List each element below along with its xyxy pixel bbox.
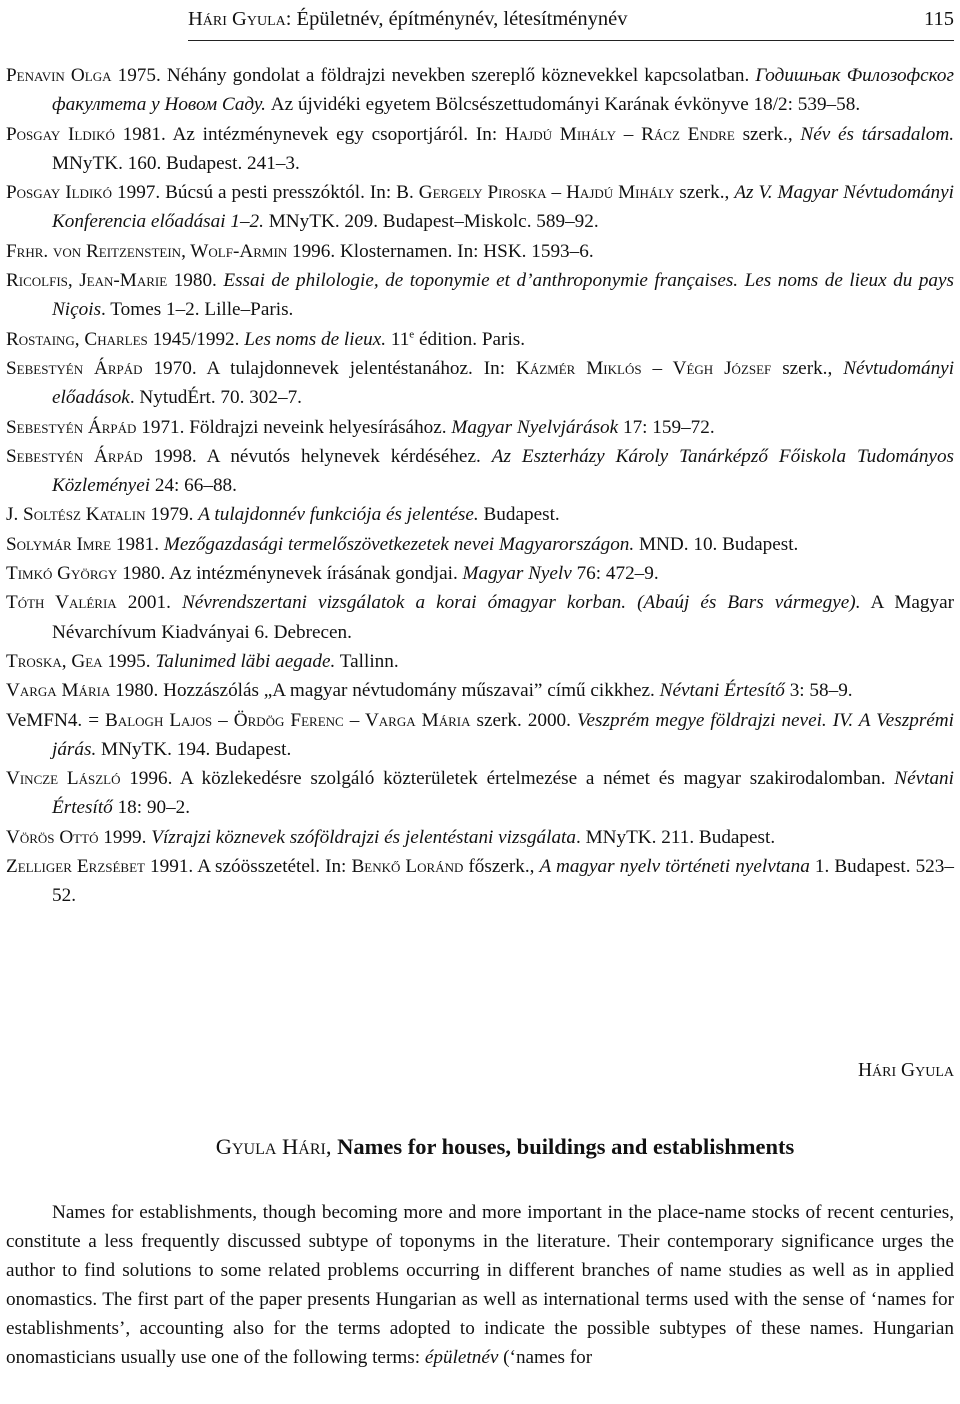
ref-italic: Essai de philologie, de toponymie et d’anthroponymie françaises. Les noms de lieux du pays Niçois	[52, 270, 954, 321]
ref-text: Budapest.	[478, 504, 560, 526]
ref-text: MNyTK. 194. Budapest.	[96, 738, 292, 760]
article-title-text: Names for houses, buildings and establishments	[331, 1134, 795, 1159]
ref-text: 1999.	[98, 826, 152, 848]
reference-item	[6, 120, 954, 179]
ref-text: A Magyar Névarchívum Kiadványai 6. Debrecen.	[52, 592, 955, 643]
reference-item	[6, 237, 954, 266]
ref-italic: Névtani Értesítő	[659, 680, 785, 702]
ref-author: Posgay Ildikó	[6, 123, 115, 145]
ref-author: Sebestyén Árpád	[6, 357, 143, 379]
ref-italic: Magyar Nyelvjárások	[451, 416, 619, 438]
ref-text: 1996. Klosternamen. In: HSK. 1593–6.	[287, 240, 594, 262]
article-title	[0, 1134, 960, 1160]
abstract-text-tail: (‘names for	[498, 1346, 593, 1368]
ref-text: szerk.,	[674, 182, 735, 204]
ref-abbreviation: VeMFN4. =	[6, 709, 106, 731]
ref-italic: Vízrajzi köznevek szóföldrajzi és jelentéstani vizsgálata	[151, 826, 576, 848]
ref-text: . NytudÉrt. 70. 302–7.	[129, 387, 302, 409]
ref-text: MND. 10. Budapest.	[634, 533, 799, 555]
ref-author: J. Soltész Katalin	[6, 504, 146, 526]
reference-list	[6, 61, 954, 911]
ref-text: . MNyTK. 211. Budapest.	[575, 826, 776, 848]
ref-author: Frhr. von Reitzenstein, Wolf-Armin	[6, 240, 288, 262]
ref-author: Zelliger Erzsébet	[6, 856, 145, 878]
ref-author: Troska, Gea	[6, 650, 103, 672]
ref-italic: Névtudományi előadások	[52, 357, 955, 409]
abstract-paragraph	[6, 1199, 954, 1372]
ref-editors: Hajdú Mihály – Rácz Endre	[504, 123, 735, 145]
reference-item	[6, 325, 954, 354]
ref-italic: Mezőgazdasági termelőszövetkezetek nevei Magyarországon.	[163, 533, 635, 555]
abstract-text: Names for establishments, though becoming more and more important in the place-name stocks of recent centuries, constitute a less frequently discussed subtype of toponyms in the literature. Their contemporary significance urges the author to find solutions to some related problems occurring in different branches of name studies as well as in applied onomastics. The first part of the paper presents Hungarian as well as international terms used with the sense of ‘names for establishments’, accounting also for the terms adopted to indicate the possible subtypes of these names. Hungarian onomasticians usually use one of the following terms:	[6, 1202, 954, 1368]
ref-text: 17: 159–72.	[618, 416, 715, 438]
ref-italic: Név és társadalom.	[800, 123, 954, 145]
ref-author: Rostaing, Charles	[6, 328, 148, 350]
ref-text: 1945/1992.	[147, 328, 245, 350]
reference-item	[6, 530, 954, 559]
ref-italic: Talunimed läbi aegade.	[155, 650, 336, 672]
ref-text: 1979.	[145, 504, 199, 526]
ref-text: 11	[386, 328, 410, 350]
ref-text: 1998. A névutós helynevek kérdéséhez.	[142, 445, 492, 467]
ref-text: 1971. Földrajzi neveink helyesírásához.	[136, 416, 452, 438]
reference-item	[6, 413, 954, 442]
abstract-term: épületnév	[424, 1346, 499, 1368]
ref-author: Posgay Ildikó	[6, 182, 113, 204]
reference-item	[6, 442, 954, 501]
ref-italic: Névrendszertani vizsgálatok a korai ómagyar korban. (Abaúj és Bars vármegye).	[181, 592, 861, 614]
ref-text: 1975. Néhány gondolat a földrajzi nevekben szereplő köznevekkel kapcsolatban.	[111, 65, 756, 86]
ref-italic: Годишњак Филозофског факултета у Новом Саду.	[52, 65, 955, 116]
reference-item	[6, 676, 954, 705]
ref-text: 24: 66–88.	[150, 475, 237, 497]
reference-item	[6, 178, 954, 237]
ref-author: Sebestyén Árpád	[6, 416, 137, 438]
ref-text: 1970. A tulajdonnevek jelentéstanához. In:	[142, 357, 516, 379]
ref-text: 18: 90–2.	[112, 797, 191, 819]
ref-text: szerk.,	[734, 123, 801, 145]
reference-item	[6, 852, 954, 911]
ref-author: Vörös Ottó	[6, 826, 99, 848]
ref-author: Varga Mária	[6, 680, 111, 702]
author-signature: Hári Gyula	[857, 1060, 954, 1081]
ref-text: 1980. Az intézménynevek írásának gondjai.	[117, 563, 463, 585]
ref-text: . Tomes 1–2. Lille–Paris.	[101, 299, 294, 321]
reference-item	[6, 500, 954, 529]
ref-text: 1996. A közlekedésre szolgáló közterületek értelmezése a német és magyar szakirodalomban.	[120, 768, 895, 790]
article-author: Gyula Hári,	[215, 1134, 332, 1159]
reference-item	[6, 647, 954, 676]
running-title	[188, 8, 628, 31]
ref-author: Tóth Valéria	[6, 592, 117, 614]
ref-editors: Balogh Lajos – Ördög Ferenc – Varga Mária	[105, 709, 471, 731]
reference-item	[6, 266, 954, 325]
reference-item	[6, 706, 954, 765]
ref-text: 1980.	[167, 270, 224, 292]
header-author: Hári Gyula	[188, 8, 286, 30]
reference-item	[6, 559, 954, 588]
ref-text: MNyTK. 209. Budapest–Miskolc. 589–92.	[263, 211, 599, 233]
reference-item	[6, 588, 954, 647]
page-number: 115	[924, 8, 954, 30]
ref-text: 1997. Búcsú a pesti presszóktól. In: B.	[112, 182, 419, 204]
reference-item	[6, 61, 954, 120]
ref-text: 1995.	[102, 650, 156, 672]
ref-text: 76: 472–9.	[571, 563, 659, 585]
ref-text: főszerk.,	[463, 856, 540, 878]
ref-editors: Benkő Loránd	[351, 856, 464, 878]
ref-italic: Az Eszterházy Károly Tanárképző Főiskola Tudományos Közleményei	[52, 445, 954, 497]
ref-text: Tallinn.	[335, 650, 399, 672]
reference-item	[6, 354, 954, 413]
ref-text: 1981.	[111, 533, 164, 555]
ref-superscript: e	[409, 328, 415, 341]
reference-item	[6, 823, 954, 852]
ref-editors: Gergely Piroska – Hajdú Mihály	[418, 182, 675, 204]
ref-editors: Kázmér Miklós – Végh József	[515, 357, 772, 379]
ref-author: Solymár Imre	[6, 533, 112, 555]
ref-author: Ricolfis, Jean-Marie	[6, 270, 168, 292]
running-header	[188, 6, 954, 41]
ref-text: szerk.,	[771, 357, 844, 379]
ref-text: 1991. A szóösszetétel. In:	[144, 856, 352, 878]
ref-text: édition. Paris.	[414, 328, 526, 350]
ref-italic: Az V. Magyar Névtudományi Konferencia előadásai 1–2.	[52, 182, 954, 233]
ref-italic: Magyar Nyelv	[462, 563, 572, 585]
ref-author: Vincze László	[6, 768, 121, 790]
ref-text: 1. Budapest. 523–52.	[52, 856, 954, 907]
ref-author: Sebestyén Árpád	[6, 445, 143, 467]
reference-item	[6, 764, 954, 823]
ref-italic: Veszprém megye földrajzi nevei. IV. A Veszprémi járás.	[52, 709, 954, 760]
ref-text: 1981. Az intézménynevek egy csoportjáról. In:	[114, 123, 505, 145]
ref-text: MNyTK. 160. Budapest. 241–3.	[52, 152, 300, 174]
ref-author: Penavin Olga	[6, 65, 112, 86]
ref-italic: Névtani Értesítő	[52, 768, 954, 819]
ref-text: Az újvidéki egyetem Bölcsészettudományi Karának évkönyve 18/2: 539–58.	[265, 94, 861, 116]
ref-text: szerk. 2000.	[470, 709, 577, 731]
header-title: : Épületnév, építménynév, létesítménynév	[285, 8, 628, 30]
ref-italic: A tulajdonnév funkciója és jelentése.	[198, 504, 479, 526]
ref-text: 3: 58–9.	[784, 680, 853, 702]
ref-text: 1980. Hozzászólás „A magyar névtudomány műszavai” című cikkhez.	[110, 680, 660, 702]
ref-italic: A magyar nyelv történeti nyelvtana	[539, 856, 810, 878]
ref-italic: Les noms de lieux.	[244, 328, 387, 350]
ref-text: 2001.	[116, 592, 182, 614]
ref-author: Timkó György	[6, 563, 118, 585]
